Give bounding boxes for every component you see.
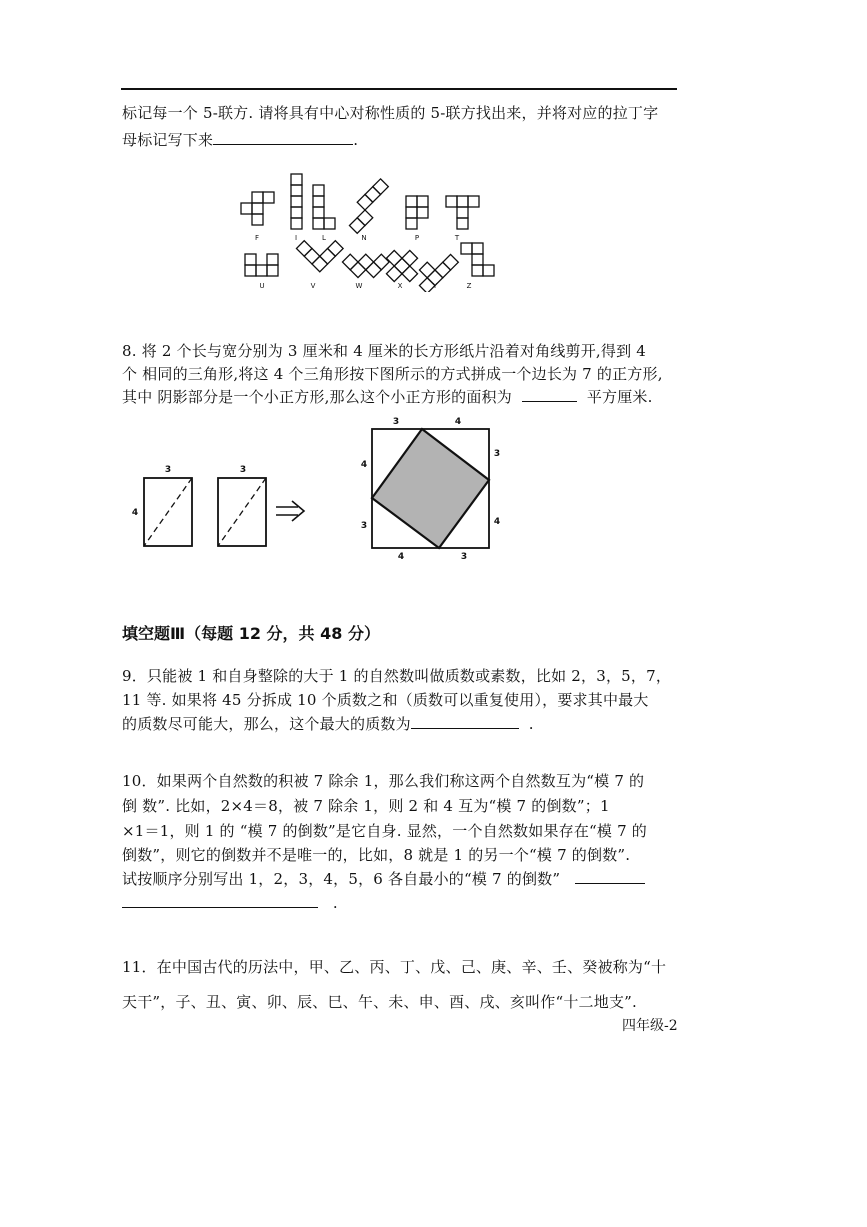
q9-line3-text: 的质数尽可能大，那么，这个最大的质数为 xyxy=(122,715,411,733)
pentomino-w xyxy=(342,239,389,286)
label-p: P xyxy=(414,234,420,242)
section-title: 填空题Ⅲ（每题 12 分，共 48 分） xyxy=(122,624,380,643)
pentomino-u xyxy=(245,254,278,276)
page-number: 四年级-2 xyxy=(622,1018,678,1034)
q7-line2-end: . xyxy=(353,131,359,149)
q8-line2: 个 相同的三角形,将这 4 个三角形按下图所示的方式拼成一个边长为 7 的正方形, xyxy=(122,365,663,383)
label-n: N xyxy=(361,234,367,242)
big-bottom-right-label: 3 xyxy=(460,552,468,562)
q10-line4: 倒数”，则它的倒数并不是唯一的，比如，8 就是 1 的另一个“模 7 的倒数”. xyxy=(122,846,631,864)
q8-figure xyxy=(120,412,520,562)
label-z: Z xyxy=(466,282,472,290)
big-left-top-label: 4 xyxy=(360,460,368,470)
label-w: W xyxy=(355,282,363,290)
label-v: V xyxy=(310,282,316,290)
q7-line1: 标记每一个 5-联方. 请将具有中心对称性质的 5-联方找出来，并将对应的拉丁字 xyxy=(122,104,659,122)
q9-line3 xyxy=(122,714,534,734)
pentomino-v xyxy=(296,225,343,272)
label-x: X xyxy=(397,282,403,290)
label-l: L xyxy=(322,234,326,242)
q10-line5-text: 试按顺序分别写出 1，2，3，4，5，6 各自最小的“模 7 的倒数” xyxy=(122,870,561,888)
q8-line3 xyxy=(122,387,653,407)
q8-answer-blank[interactable] xyxy=(522,387,577,402)
big-right-bottom-label: 4 xyxy=(493,517,501,527)
q10-line6-end: . xyxy=(332,894,338,912)
rectangle-1 xyxy=(144,478,192,546)
q9-line3-end: . xyxy=(528,715,534,733)
rect1-side-label: 4 xyxy=(131,508,139,518)
label-f: F xyxy=(254,234,260,242)
label-t: T xyxy=(454,234,460,242)
q9-line2: 11 等. 如果将 45 分拆成 10 个质数之和（质数可以重复使用），要求其中最大 xyxy=(122,691,649,709)
q10-answer-blank-1[interactable] xyxy=(575,869,645,884)
q8-line1: 8. 将 2 个长与宽分别为 3 厘米和 4 厘米的长方形纸片沿着对角线剪开,得到 4 xyxy=(122,342,647,360)
big-top-left-label: 3 xyxy=(392,417,400,427)
q8-line3-unit: 平方厘米. xyxy=(586,388,653,406)
pentomino-n xyxy=(342,179,396,233)
q10-line5 xyxy=(122,869,645,889)
rect2-top-label: 3 xyxy=(239,465,247,475)
implies-arrow-icon xyxy=(276,501,304,521)
q8-line3-text: 其中 阴影部分是一个小正方形,那么这个小正方形的面积为 xyxy=(122,388,512,406)
q7-answer-blank[interactable] xyxy=(213,130,353,145)
pentomino-figure xyxy=(240,170,500,292)
label-i: I xyxy=(294,234,298,242)
big-top-right-label: 4 xyxy=(454,417,462,427)
label-y: Y xyxy=(432,282,438,290)
q10-line1: 10．如果两个自然数的积被 7 除余 1，那么我们称这两个自然数互为“模 7 的 xyxy=(122,772,645,790)
pentomino-t xyxy=(446,196,479,229)
q10-line2: 倒 数”. 比如，2×4＝8，被 7 除余 1，则 2 和 4 互为“模 7 的倒数”；1 xyxy=(122,797,610,815)
label-u: U xyxy=(259,282,265,290)
pentomino-p xyxy=(406,196,428,229)
rect1-top-label: 3 xyxy=(164,465,172,475)
big-square xyxy=(372,429,489,548)
q7-line2-text: 母标记写下来 xyxy=(122,131,214,149)
big-left-bottom-label: 3 xyxy=(360,521,368,531)
q10-line6 xyxy=(122,893,338,913)
q10-answer-blank-2[interactable] xyxy=(122,893,318,908)
big-bottom-left-label: 4 xyxy=(397,552,405,562)
pentomino-l xyxy=(313,185,335,229)
pentomino-i xyxy=(291,174,302,229)
rectangle-2 xyxy=(218,478,266,546)
big-right-top-label: 3 xyxy=(493,449,501,459)
pentomino-f xyxy=(241,192,274,225)
q10-line3: ×1＝1，则 1 的 “模 7 的倒数”是它自身. 显然，一个自然数如果存在“模 7 的 xyxy=(122,822,648,840)
q11-line1: 11．在中国古代的历法中，甲、乙、丙、丁、戊、己、庚、辛、壬、癸被称为“十 xyxy=(122,958,667,976)
q7-line2 xyxy=(122,130,358,150)
q9-line1: 9．只能被 1 和自身整除的大于 1 的自然数叫做质数或素数，比如 2，3，5，7， xyxy=(122,667,672,685)
q11-line2: 天干”，子、丑、寅、卯、辰、巳、午、未、申、酉、戌、亥叫作“十二地支”. xyxy=(122,993,637,1011)
pentomino-z xyxy=(461,243,494,276)
top-rule xyxy=(121,88,677,90)
q9-answer-blank[interactable] xyxy=(411,714,519,729)
